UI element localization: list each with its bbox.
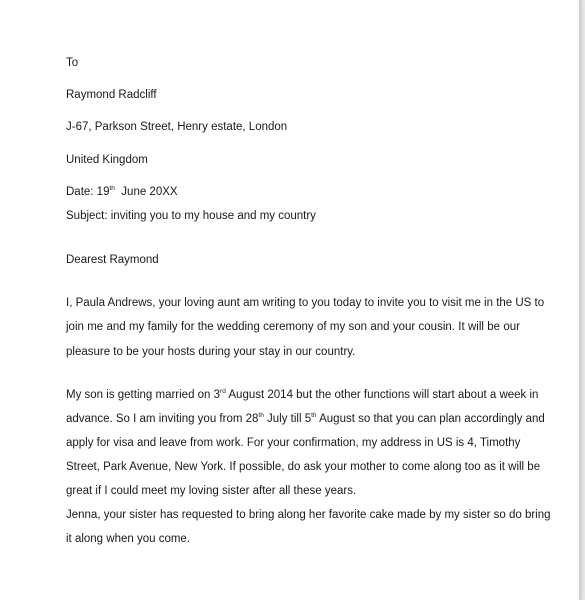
date-day-suffix: th: [109, 185, 115, 192]
p2l2-middle: July till 5: [263, 413, 312, 425]
p2l1-after: August 2014 but the other functions will start about a week in: [225, 389, 539, 401]
p2l1-before: My son is getting married on 3: [66, 389, 221, 401]
p2l2-after: August so that you can plan accordingly and: [316, 413, 545, 425]
paragraph-2-line-1: [66, 388, 539, 402]
paragraph-3-line-1: Jenna, your sister has requested to bring along her favorite cake made by my sister so do bring: [66, 509, 551, 521]
date-prefix: Date: 19: [66, 186, 110, 198]
p2l2-sup-2: th: [311, 412, 317, 419]
recipient-address: J-67, Parkson Street, Henry estate, London: [66, 121, 288, 133]
p2l2-sup-1: th: [258, 412, 264, 419]
salutation: Dearest Raymond: [66, 254, 159, 266]
letter-subject: Subject: inviting you to my house and my country: [66, 210, 316, 222]
to-label: To: [66, 57, 79, 69]
paragraph-1-line-3: pleasure to be your hosts during your stay in our country.: [66, 346, 356, 358]
recipient-country: United Kingdom: [66, 154, 148, 166]
paragraph-2-line-4: Street, Park Avenue, New York. If possible, do ask your mother to come along too as it will be: [66, 461, 541, 473]
p2l2-before: advance. So I am inviting you from 28: [66, 413, 259, 425]
paragraph-2-line-5: great if I could meet my loving sister after all these years.: [66, 485, 357, 497]
paragraph-1-line-2: join me and my family for the wedding ceremony of my son and your cousin. It will be our: [66, 321, 520, 333]
paragraph-2-line-2: [66, 412, 545, 426]
paragraph-1-line-1: I, Paula Andrews, your loving aunt am writing to you today to invite you to visit me in the US to: [66, 297, 545, 309]
letter-date: [66, 185, 178, 199]
recipient-name: Raymond Radcliff: [66, 89, 157, 101]
paragraph-3-line-2: it along when you come.: [66, 533, 191, 545]
paragraph-2-line-3: apply for visa and leave from work. For your confirmation, my address in US is 4, Timothy: [66, 437, 521, 449]
p2l1-sup: rd: [220, 388, 226, 395]
date-rest: June 20XX: [114, 186, 178, 198]
